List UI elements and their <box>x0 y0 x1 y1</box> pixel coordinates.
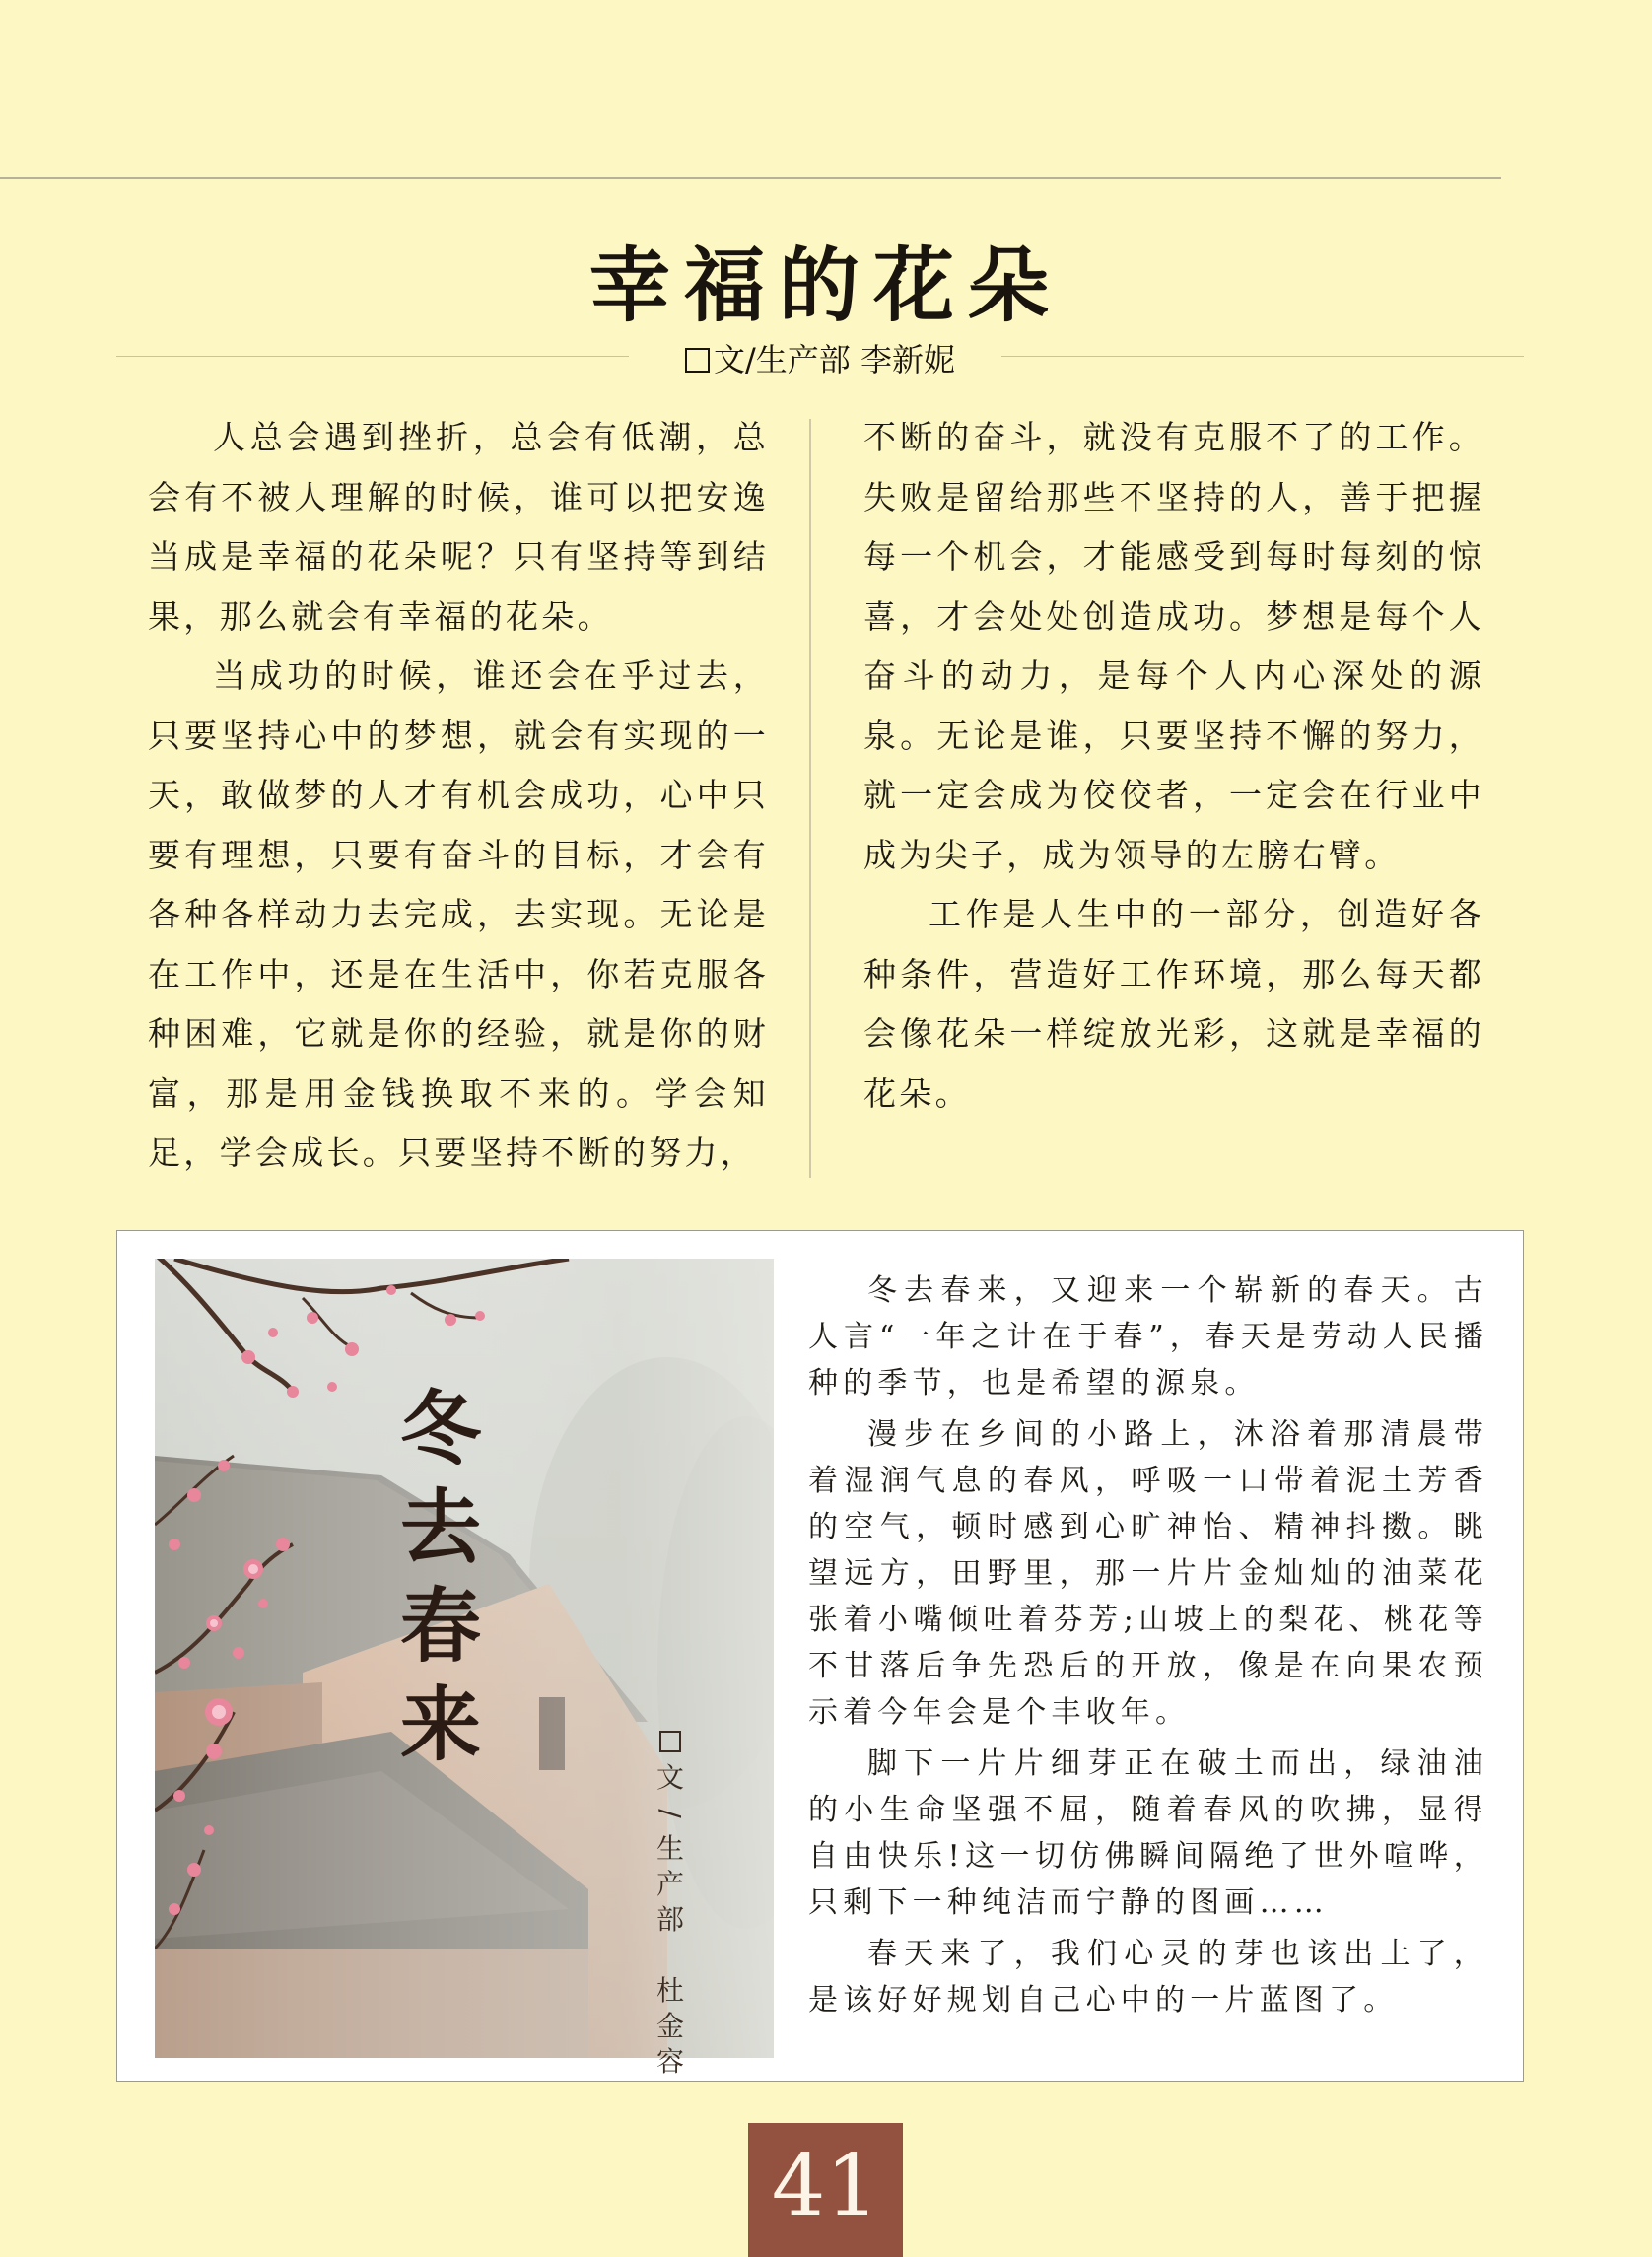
paragraph: 不断的奋斗，就没有克服不了的工作。失败是留给那些不坚持的人，善于把握每一个机会，才能感受到每时每刻的惊喜，才会处处创造成功。梦想是每个人奋斗的动力，是每个人内心深处的源泉。无论是谁，只要坚持不懈的努力，就一定会成为佼佼者，一定会在行业中成为尖子，成为领导的左膀右臂。 <box>863 418 1484 874</box>
box-icon <box>685 348 710 373</box>
byline-text: 文/生产部 李新妮 <box>714 341 955 378</box>
paragraph: 脚下一片片细芽正在破土而出，绿油油的小生命坚强不屈，随着春风的吹拂，显得自由快乐!这一切仿佛瞬间隔绝了世外喧哗，只剩下一种纯洁而宁静的图画…… <box>808 1746 1488 1920</box>
article-right-column <box>863 408 1484 1124</box>
paragraph: 漫步在乡间的小路上，沐浴着那清晨带着湿润气息的春风，呼吸一口带着泥土芳香的空气，顿时感到心旷神怡、精神抖擞。眺望远方，田野里，那一片片金灿灿的油菜花张着小嘴倾吐着芬芳;山坡上的梨花、桃花等不甘落后争先恐后的开放，像是在向果农预示着今年会是个丰收年。 <box>808 1417 1488 1730</box>
page-number: 41 <box>771 2137 880 2235</box>
paragraph: 工作是人生中的一部分，创造好各种条件，营造好工作环境，那么每天都会像花朵一样绽放光彩，这就是幸福的花朵。 <box>863 895 1484 1113</box>
photo-byline <box>653 1727 688 2080</box>
byline-rule-right <box>1001 356 1524 357</box>
page-number-box <box>748 2123 903 2257</box>
box-icon <box>659 1731 681 1752</box>
byline-row <box>116 331 1524 380</box>
feature-text <box>808 1267 1488 2028</box>
article-byline <box>116 335 1524 380</box>
paragraph: 人总会遇到挫折，总会有低潮，总会有不被人理解的时候，谁可以把安逸当成是幸福的花朵呢？只有坚持等到结果，那么就会有幸福的花朵。 <box>148 418 769 636</box>
photo-byline-text: 文 / 生 产 部 杜 金 容 <box>654 1761 687 2078</box>
column-divider <box>809 419 811 1178</box>
top-rule <box>0 177 1501 179</box>
photo-title: 冬 去 春 来 <box>399 1382 481 1772</box>
paragraph: 春天来了，我们心灵的芽也该出土了，是该好好规划自己心中的一片蓝图了。 <box>808 1937 1488 2018</box>
article-title: 幸福的花朵 <box>588 239 1063 333</box>
paragraph: 冬去春来，又迎来一个崭新的春天。古人言“一年之计在于春”，春天是劳动人民播种的季节，也是希望的源泉。 <box>808 1273 1488 1401</box>
paragraph: 当成功的时候，谁还会在乎过去，只要坚持心中的梦想，就会有实现的一天，敢做梦的人才有机会成功，心中只要有理想，只要有奋斗的目标，才会有各种各样动力去完成，去实现。无论是在工作中，还是在生活中，你若克服各种困难，它就是你的经验，就是你的财富，那是用金钱换取不来的。学会知足，学会成长。只要坚持不断的努力， <box>148 656 769 1172</box>
article-left-column <box>148 408 769 1184</box>
